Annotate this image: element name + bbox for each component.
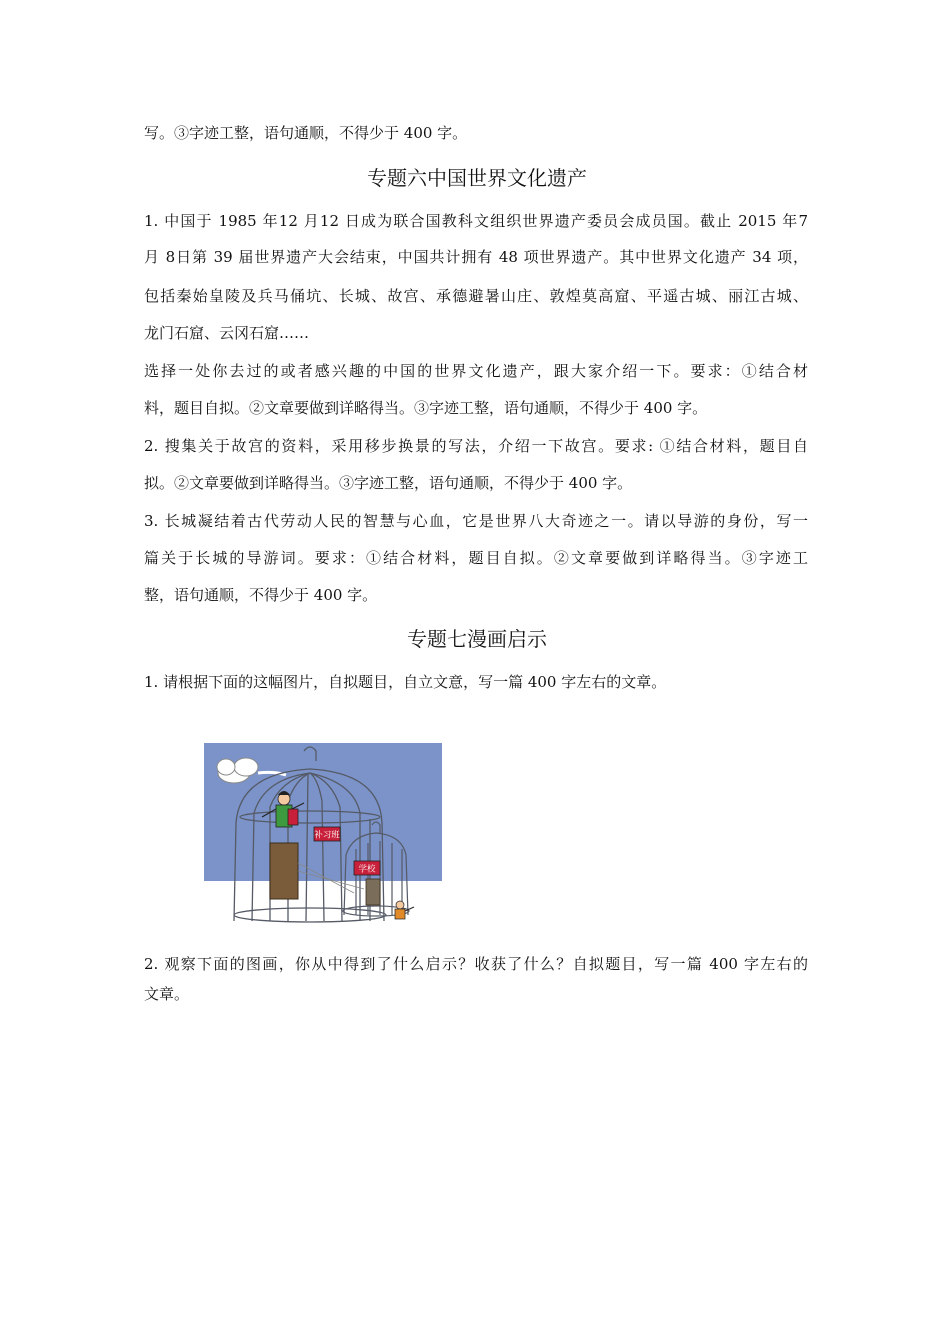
- sign-tutoring-label: 补习班: [314, 830, 340, 841]
- section-heading-7: 专题七漫画启示: [407, 627, 547, 651]
- paragraph-line: 龙门石窟、云冈石窟……: [144, 324, 310, 342]
- paragraph-line: 月 8日第 39 届世界遗产大会结束，中国共计拥有 48 项世界遗产。其中世界文化遗产 34 项，: [144, 248, 808, 266]
- cartoon-illustration: [204, 743, 442, 925]
- paragraph-line: 1. 中国于 1985 年12 月12 日成为联合国教科文组织世界遗产委员会成员国。截止 2015 年7: [144, 212, 808, 230]
- paragraph-line: 拟。②文章要做到详略得当。③字迹工整，语句通顺，不得少于 400 字。: [144, 474, 633, 492]
- section-heading-6: 专题六中国世界文化遗产: [367, 166, 587, 190]
- paragraph-line: 3. 长城凝结着古代劳动人民的智慧与心血，它是世界八大奇迹之一。请以导游的身份，写一: [144, 512, 808, 530]
- paragraph-line: 包括秦始皇陵及兵马俑坑、长城、故宫、承德避暑山庄、敦煌莫高窟、平遥古城、丽江古城、: [144, 287, 808, 305]
- paragraph-line: 料，题目自拟。②文章要做到详略得当。③字迹工整，语句通顺，不得少于 400 字。: [144, 399, 708, 417]
- small-cage-door: [366, 879, 380, 905]
- paragraph-line: 文章。: [144, 985, 190, 1003]
- paragraph-line: 整，语句通顺，不得少于 400 字。: [144, 586, 378, 604]
- paragraph-line: 1. 请根据下面的这幅图片，自拟题目，自立文意，写一篇 400 字左右的文章。: [144, 673, 667, 691]
- sign-school-label: 学校: [358, 864, 376, 875]
- paragraph-line: 篇关于长城的导游词。要求：①结合材料，题目自拟。②文章要做到详略得当。③字迹工: [144, 549, 808, 567]
- paragraph-line: 2. 观察下面的图画，你从中得到了什么启示？收获了什么？自拟题目，写一篇 400 字左右的: [144, 955, 808, 973]
- big-cage-door: [270, 843, 298, 899]
- paragraph-line: 2. 搜集关于故宫的资料，采用移步换景的写法，介绍一下故宫。要求: ①结合材料，题目自: [144, 437, 808, 455]
- paragraph-line: 选择一处你去过的或者感兴趣的中国的世界文化遗产，跟大家介绍一下。要求：①结合材: [144, 362, 808, 380]
- paragraph-line: 写。③字迹工整，语句通顺，不得少于 400 字。: [144, 124, 468, 142]
